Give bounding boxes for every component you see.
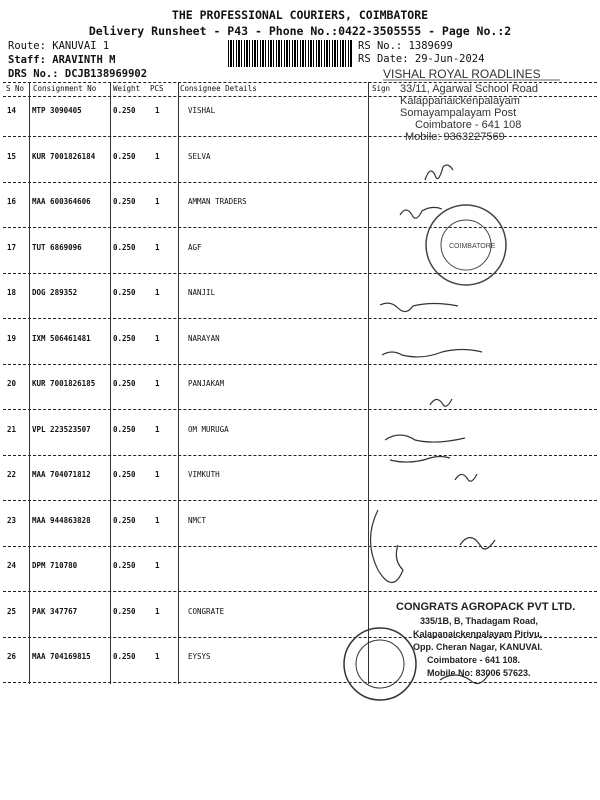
row-consignee: EYSYS xyxy=(188,652,211,661)
row-pcs: 1 xyxy=(155,106,160,115)
stamp-line: Somayampalayam Post xyxy=(400,107,517,119)
row-consignee: NANJIL xyxy=(188,288,216,297)
row-sno: 20 xyxy=(7,379,17,388)
stamp-line: VISHAL ROYAL ROADLINES xyxy=(383,67,541,81)
row-weight: 0.250 xyxy=(113,288,136,297)
row-pcs: 1 xyxy=(155,470,160,479)
stamp-line: Mobile No: 83006 57623. xyxy=(427,668,531,678)
stamp-line: Coimbatore - 641 108 xyxy=(415,119,522,131)
row-consignment-no: MAA 704169815 xyxy=(32,652,91,661)
row-pcs: 1 xyxy=(155,561,160,570)
col-pcs: PCS xyxy=(150,84,164,93)
row-consignee: SELVA xyxy=(188,152,211,161)
congrats-agropack-stamp xyxy=(396,601,575,678)
row-pcs: 1 xyxy=(155,152,160,161)
stamp-line: CONGRATS AGROPACK PVT LTD. xyxy=(396,601,576,613)
row-consignee: NARAYAN xyxy=(188,334,220,343)
stamp-line: Opp. Cheran Nagar, KANUVAI. xyxy=(413,642,543,652)
row-consignee: NMCT xyxy=(188,516,207,525)
route-label: Route: KANUVAI 1 xyxy=(8,40,110,52)
row-consignment-no: PAK 347767 xyxy=(32,607,78,616)
row-consignment-no: MTP 3090405 xyxy=(32,106,82,115)
row-pcs: 1 xyxy=(155,288,160,297)
row-consignment-no: MAA 944863828 xyxy=(32,516,91,525)
stamp-line: Coimbatore - 641 108. xyxy=(427,655,521,665)
row-consignee: AMMAN TRADERS xyxy=(188,197,247,206)
row-pcs: 1 xyxy=(155,243,160,252)
row-consignment-no: DPM 710780 xyxy=(32,561,78,570)
row-sno: 14 xyxy=(7,106,17,115)
row-pcs: 1 xyxy=(155,425,160,434)
col-sno: S No xyxy=(6,84,25,93)
rs-date: RS Date: 29-Jun-2024 xyxy=(358,53,485,65)
stamp-line: Kalapanaickenpalayam Pirivu, xyxy=(413,629,543,639)
row-weight: 0.250 xyxy=(113,516,136,525)
row-consignment-no: VPL 223523507 xyxy=(32,425,91,434)
rs-number: RS No.: 1389699 xyxy=(358,40,453,52)
row-pcs: 1 xyxy=(155,334,160,343)
stamp-line: 33/11, Agarwal School Road xyxy=(400,83,538,95)
row-consignment-no: MAA 600364606 xyxy=(32,197,91,206)
vishal-roadlines-stamp xyxy=(383,67,560,143)
row-consignment-no: DOG 289352 xyxy=(32,288,78,297)
row-weight: 0.250 xyxy=(113,561,136,570)
row-weight: 0.250 xyxy=(113,652,136,661)
stamp-line: Mobile: 9363227569 xyxy=(405,131,505,143)
row-consignment-no: MAA 704071812 xyxy=(32,470,91,479)
row-weight: 0.250 xyxy=(113,152,136,161)
row-consignment-no: KUR 7001826184 xyxy=(32,152,96,161)
row-sno: 23 xyxy=(7,516,17,525)
row-weight: 0.250 xyxy=(113,197,136,206)
row-weight: 0.250 xyxy=(113,425,136,434)
row-pcs: 1 xyxy=(155,607,160,616)
row-consignee: OM MURUGA xyxy=(188,425,229,434)
row-consignee: VIMKUTH xyxy=(188,470,220,479)
drs-number: DRS No.: DCJB138969902 xyxy=(8,68,148,80)
row-consignee: CONGRATE xyxy=(188,607,225,616)
row-weight: 0.250 xyxy=(113,607,136,616)
runsheet-title: Delivery Runsheet - P43 - Phone No.:0422-3505555 - Page No.:2 xyxy=(88,24,512,38)
row-sno: 24 xyxy=(7,561,17,570)
row-consignment-no: KUR 7001826185 xyxy=(32,379,96,388)
row-sno: 17 xyxy=(7,243,17,252)
row-sno: 18 xyxy=(7,288,17,297)
row-pcs: 1 xyxy=(155,516,160,525)
stamp-line: 335/1B, B, Thadagam Road, xyxy=(420,616,539,626)
row-consignee: PANJAKAM xyxy=(188,379,225,388)
row-weight: 0.250 xyxy=(113,106,136,115)
row-weight: 0.250 xyxy=(113,470,136,479)
row-sno: 26 xyxy=(7,652,17,661)
col-sign: Sign xyxy=(372,84,391,93)
row-consignee: VISHAL xyxy=(188,106,216,115)
svg-text:COIMBATORE: COIMBATORE xyxy=(449,243,496,250)
col-consignment: Consignment No xyxy=(33,84,97,93)
company-title: THE PROFESSIONAL COURIERS, COIMBATORE xyxy=(171,8,429,22)
row-pcs: 1 xyxy=(155,652,160,661)
row-pcs: 1 xyxy=(155,379,160,388)
row-weight: 0.250 xyxy=(113,379,136,388)
col-consignee: Consignee Details xyxy=(180,84,257,93)
row-weight: 0.250 xyxy=(113,243,136,252)
row-consignment-no: TUT 6869096 xyxy=(32,243,82,252)
row-sno: 16 xyxy=(7,197,17,206)
row-consignment-no: IXM 506461481 xyxy=(32,334,91,343)
row-consignee: AGF xyxy=(188,243,202,252)
row-sno: 21 xyxy=(7,425,17,434)
greenfields-round-stamp xyxy=(426,205,506,285)
row-sno: 15 xyxy=(7,152,17,161)
row-sno: 25 xyxy=(7,607,17,616)
row-pcs: 1 xyxy=(155,197,160,206)
row-sno: 22 xyxy=(7,470,17,479)
row-weight: 0.250 xyxy=(113,334,136,343)
row-sno: 19 xyxy=(7,334,17,343)
congrats-round-seal xyxy=(344,628,416,700)
staff-label: Staff: ARAVINTH M xyxy=(8,54,116,66)
stamp-line: Kalappanaickenpalayam xyxy=(400,95,520,107)
col-weight: Weight xyxy=(113,84,141,93)
